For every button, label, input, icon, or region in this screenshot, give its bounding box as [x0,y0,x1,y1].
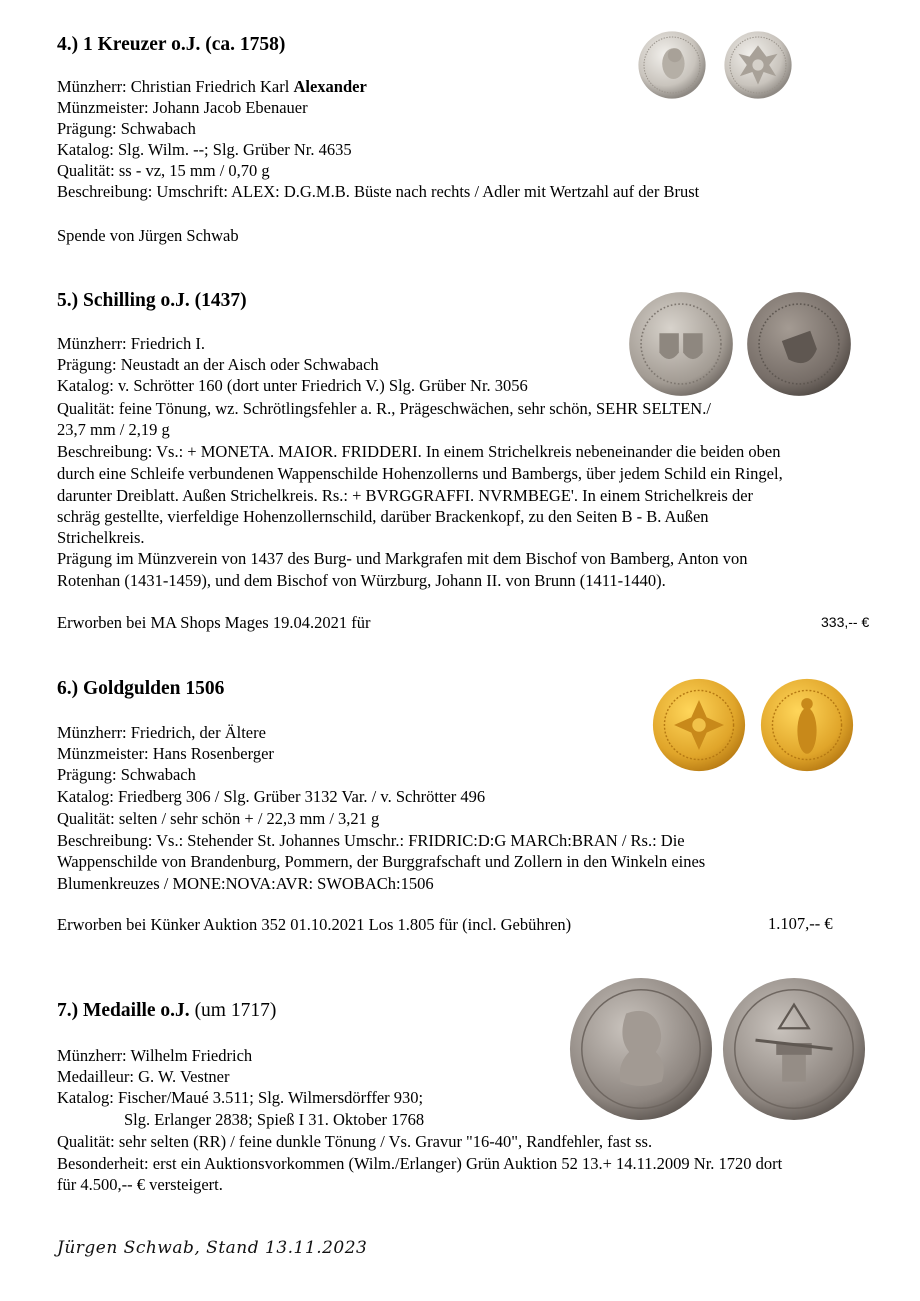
item-4-muenzherr [57,76,367,97]
item-4-spende: Spende von Jürgen Schwab [57,226,239,245]
item-5-praegung: Prägung: Neustadt an der Aisch oder Schwabach [57,355,379,374]
medaille-obverse-image [567,975,715,1123]
item-5-muenzverein-1: Prägung im Münzverein von 1437 des Burg- und Markgrafen mit dem Bischof von Bamberg, Anton von [57,549,748,568]
item-7-qualitaet: Qualität: sehr selten (RR) / feine dunkle Tönung / Vs. Gravur "16-40", Randfehler, fast ss. [57,1132,653,1151]
item-5-beschreibung-5: Strichelkreis. [57,528,145,547]
item-5-qualitaet-2: 23,7 mm / 2,19 g [57,420,170,439]
item-4-title: 4.) 1 Kreuzer o.J. (ca. 1758) [57,34,286,55]
medaille-reverse-image [720,975,868,1123]
item-6-praegung: Prägung: Schwabach [57,765,196,784]
item-5-katalog: Katalog: v. Schrötter 160 (dort unter Friedrich V.) Slg. Grüber Nr. 3056 [57,376,528,395]
item-7-besonderheit-1: Besonderheit: erst ein Auktionsvorkommen (Wilm./Erlanger) Grün Auktion 52 13.+ 14.11.2009 Nr. 1720 dort [57,1154,783,1173]
item-5-beschreibung-2: durch eine Schleife verbundenen Wappenschilde Hohenzollerns und Bambergs, über jedem Schild ein Ringel, [57,464,783,483]
item-4-katalog: Katalog: Slg. Wilm. --; Slg. Grüber Nr. 4635 [57,140,352,159]
item-6-price: 1.107,-- € [768,914,833,933]
item-4-muenzmeister: Münzmeister: Johann Jacob Ebenauer [57,98,308,117]
item-6-erworben: Erworben bei Künker Auktion 352 01.10.2021 Los 1.805 für (incl. Gebühren) [57,915,572,934]
item-7-muenzherr: Münzherr: Wilhelm Friedrich [57,1046,253,1065]
item-7-title-bold: 7.) Medaille o.J. [57,1000,190,1021]
item-7-katalog-1: Katalog: Fischer/Maué 3.511; Slg. Wilmersdörffer 930; [57,1088,424,1107]
item-7-katalog-2: Slg. Erlanger 2838; Spieß I 31. Oktober 1768 [124,1110,425,1129]
item-5-price: 333,-- € [821,614,870,630]
item-5-muenzverein-2: Rotenhan (1431-1459), und dem Bischof von Würzburg, Johann II. von Brunn (1411-1440). [57,571,666,590]
goldgulden-obverse-image [651,677,747,773]
item-5-beschreibung-4: schräg gestellte, vierfeldige Hohenzollernschild, darüber Brackenkopf, zu den Seiten B - B. Außen [57,507,709,526]
item-4-muenzherr-bold: Alexander [293,77,367,96]
item-5-beschreibung-3: darunter Dreiblatt. Außen Strichelkreis. Rs.: + BVRGGRAFFI. NVRMBEGE'. In einem Strichelkreis der [57,486,754,505]
kreuzer-reverse-image [723,30,793,100]
item-6-muenzherr: Münzherr: Friedrich, der Ältere [57,723,266,742]
item-6-beschreibung-3: Blumenkreuzes / MONE:NOVA:AVR: SWOBACh:1506 [57,874,434,893]
goldgulden-reverse-image [759,677,855,773]
item-7-medailleur: Medailleur: G. W. Vestner [57,1067,230,1086]
kreuzer-obverse-image [637,30,707,100]
item-6-muenzmeister: Münzmeister: Hans Rosenberger [57,744,274,763]
item-4-praegung: Prägung: Schwabach [57,119,196,138]
item-6-qualitaet: Qualität: selten / sehr schön + / 22,3 mm / 3,21 g [57,809,380,828]
signature: Jürgen Schwab, Stand 13.11.2023 [57,1238,368,1258]
item-7-title [57,1000,276,1022]
item-6-title: 6.) Goldgulden 1506 [57,678,225,699]
item-7-besonderheit-2: für 4.500,-- € versteigert. [57,1175,223,1194]
item-5-title: 5.) Schilling o.J. (1437) [57,290,247,311]
item-4-beschreibung: Beschreibung: Umschrift: ALEX: D.G.M.B. Büste nach rechts / Adler mit Wertzahl auf der Brust [57,182,700,201]
item-5-qualitaet-1: Qualität: feine Tönung, wz. Schrötlingsfehler a. R., Prägeschwächen, sehr schön, SEHR SELTEN./ [57,399,711,418]
item-7-title-date: (um 1717) [189,1000,277,1021]
item-4-muenzherr-text: Münzherr: Christian Friedrich Karl [57,77,294,96]
item-6-beschreibung-1: Beschreibung: Vs.: Stehender St. Johannes Umschr.: FRIDRIC:D:G MARCh:BRAN / Rs.: Die [57,831,685,850]
item-6-beschreibung-2: Wappenschilde von Brandenburg, Pommern, der Burggrafschaft und Zollern in den Winkeln eines [57,852,706,871]
schilling-obverse-image [627,290,735,398]
schilling-reverse-image [745,290,853,398]
item-4-qualitaet: Qualität: ss - vz, 15 mm / 0,70 g [57,161,270,180]
item-5-beschreibung-1: Beschreibung: Vs.: + MONETA. MAIOR. FRIDDERI. In einem Strichelkreis nebeneinander die beiden oben [57,442,781,461]
item-6-katalog: Katalog: Friedberg 306 / Slg. Grüber 3132 Var. / v. Schrötter 496 [57,787,486,806]
item-5-muenzherr: Münzherr: Friedrich I. [57,334,205,353]
item-5-erworben: Erworben bei MA Shops Mages 19.04.2021 für [57,613,371,632]
